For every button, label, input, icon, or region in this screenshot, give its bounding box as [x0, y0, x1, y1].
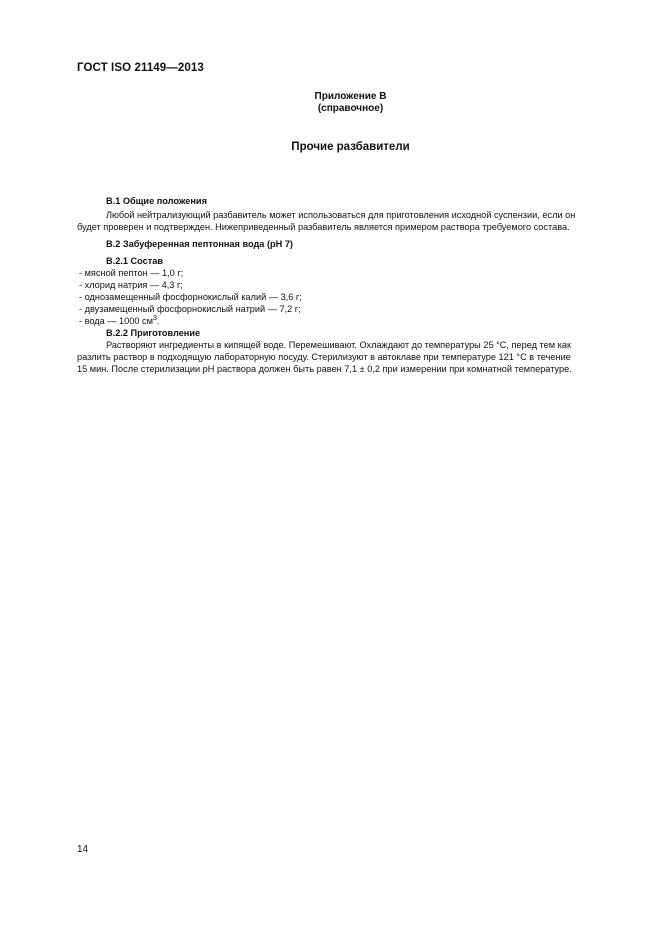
- section-b2-title: В.2 Забуференная пептонная вода (pH 7): [106, 239, 293, 249]
- list-item: - мясной пептон — 1,0 г;: [79, 268, 184, 278]
- standard-code: ГОСТ ISO 21149—2013: [77, 62, 204, 74]
- water-item-text: - вода — 1000 см: [79, 316, 153, 326]
- section-b22-title: В.2.2 Приготовление: [106, 328, 201, 338]
- list-item: - однозамещенный фосфорнокислый калий — 3,6 г;: [79, 292, 302, 302]
- list-item: - двузамещенный фосфорнокислый натрий — 7,2 г;: [79, 304, 301, 314]
- water-item-superscript: 3: [152, 314, 157, 322]
- section-b22-line-1: Растворяют ингредиенты в кипящей воде. Перемешивают. Охлаждают до температуры 25 °С, перед тем как: [106, 340, 571, 350]
- section-b1-line-1: Любой нейтрализующий разбавитель может использоваться для приготовления исходной суспензии, если он: [106, 210, 576, 220]
- annex-kind: (справочное): [317, 103, 384, 114]
- annex-title: Приложение В: [314, 91, 387, 102]
- section-b1-line-2: будет проверен и подтвержден. Нижеприведенный разбавитель является примером раствора требуемого состава.: [77, 222, 570, 232]
- section-b22-line-2: разлить раствор в подходящую лабораторную посуду. Стерилизуют в автоклаве при температуре 121 °С в течение: [77, 352, 571, 362]
- section-b22-line-3: 15 мин. После стерилизации pH раствора должен быть равен 7,1 ± 0,2 при измерении при комнатной температуре.: [77, 364, 572, 374]
- page-number: 14: [77, 844, 89, 855]
- annex-heading: Прочие разбавители: [291, 141, 410, 153]
- water-item-suffix: .: [156, 316, 160, 326]
- section-b1-title: В.1 Общие положения: [106, 196, 207, 206]
- document-body: [77, 195, 621, 375]
- list-item-water: [77, 315, 621, 327]
- list-item: - хлорид натрия — 4,3 г;: [79, 280, 183, 290]
- section-b21-title: В.2.1 Состав: [106, 256, 164, 266]
